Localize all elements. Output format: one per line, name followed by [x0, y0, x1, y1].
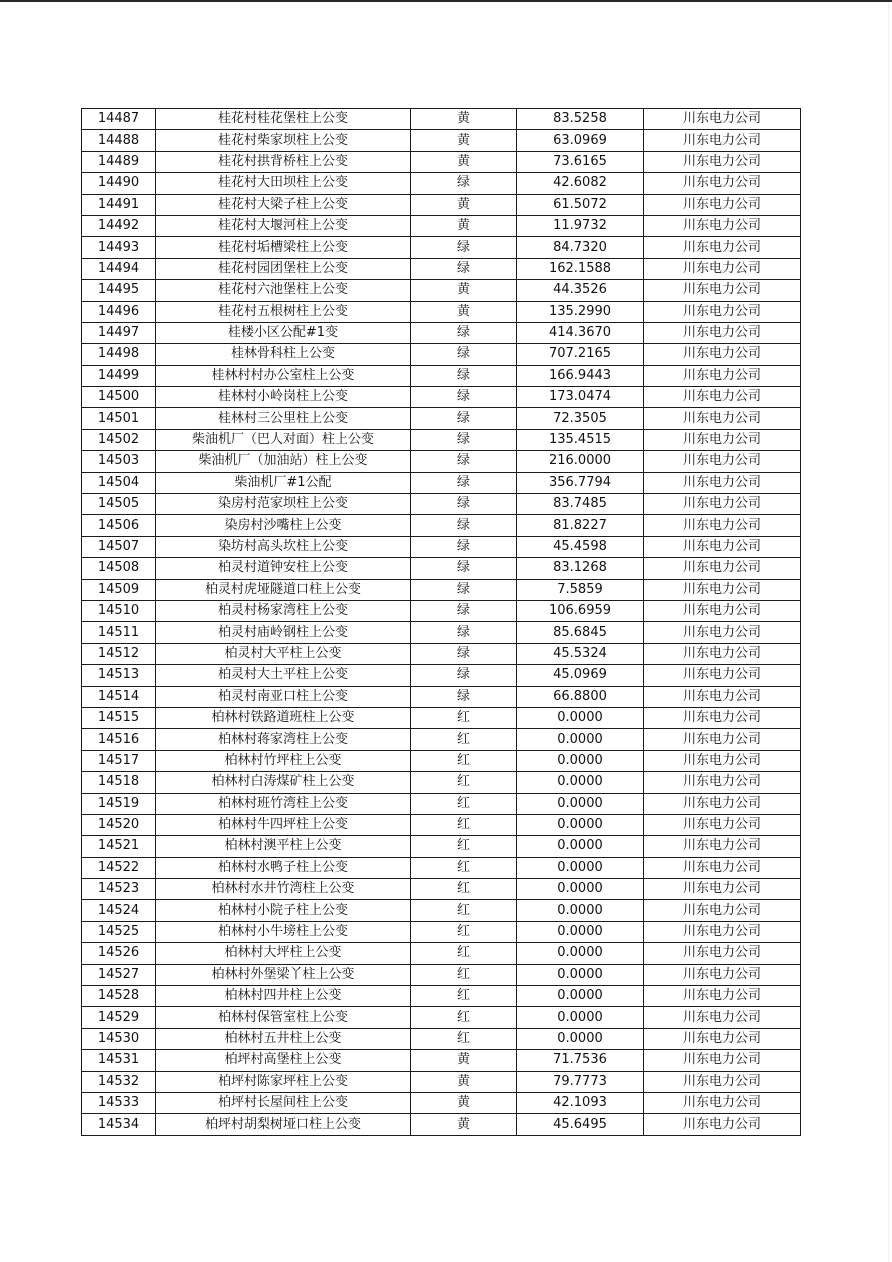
company-cell: 川东电力公司 — [644, 579, 801, 600]
row-id-cell: 14487 — [82, 109, 156, 130]
company-cell: 川东电力公司 — [644, 986, 801, 1007]
table-row — [82, 793, 801, 814]
row-id-cell: 14497 — [82, 322, 156, 343]
company-cell: 川东电力公司 — [644, 429, 801, 450]
transformer-name-cell: 桂花村大堰河柱上公变 — [156, 215, 411, 236]
transformer-name-cell: 柏灵村南亚口柱上公变 — [156, 686, 411, 707]
transformer-name-cell: 柏灵村大土平柱上公变 — [156, 665, 411, 686]
transformer-name-cell: 柴油机厂#1公配 — [156, 472, 411, 493]
company-cell: 川东电力公司 — [644, 1114, 801, 1135]
company-cell: 川东电力公司 — [644, 109, 801, 130]
company-cell: 川东电力公司 — [644, 793, 801, 814]
transformer-name-cell: 柏林村班竹湾柱上公变 — [156, 793, 411, 814]
row-id-cell: 14502 — [82, 429, 156, 450]
transformer-name-cell: 桂花村拱背桥柱上公变 — [156, 151, 411, 172]
status-color-cell: 绿 — [411, 600, 517, 621]
transformer-table — [81, 108, 801, 1136]
value-cell: 42.1093 — [517, 1092, 644, 1113]
status-color-cell: 红 — [411, 921, 517, 942]
table-row — [82, 429, 801, 450]
company-cell: 川东电力公司 — [644, 729, 801, 750]
transformer-name-cell: 柏林村保管室柱上公变 — [156, 1007, 411, 1028]
value-cell: 0.0000 — [517, 900, 644, 921]
table-row — [82, 151, 801, 172]
status-color-cell: 绿 — [411, 173, 517, 194]
table-row — [82, 814, 801, 835]
value-cell: 83.7485 — [517, 494, 644, 515]
value-cell: 0.0000 — [517, 921, 644, 942]
transformer-name-cell: 柏林村小牛塝柱上公变 — [156, 921, 411, 942]
value-cell: 61.5072 — [517, 194, 644, 215]
table-row — [82, 322, 801, 343]
table-row — [82, 707, 801, 728]
table-row — [82, 665, 801, 686]
row-id-cell: 14524 — [82, 900, 156, 921]
row-id-cell: 14516 — [82, 729, 156, 750]
row-id-cell: 14500 — [82, 387, 156, 408]
value-cell: 173.0474 — [517, 387, 644, 408]
status-color-cell: 黄 — [411, 109, 517, 130]
row-id-cell: 14501 — [82, 408, 156, 429]
row-id-cell: 14507 — [82, 536, 156, 557]
transformer-name-cell: 桂花村园团堡柱上公变 — [156, 258, 411, 279]
table-row — [82, 772, 801, 793]
status-color-cell: 绿 — [411, 643, 517, 664]
table-row — [82, 836, 801, 857]
transformer-name-cell: 染坊村高头坎柱上公变 — [156, 536, 411, 557]
status-color-cell: 红 — [411, 857, 517, 878]
table-row — [82, 387, 801, 408]
transformer-name-cell: 染房村沙嘴柱上公变 — [156, 515, 411, 536]
value-cell: 135.2990 — [517, 301, 644, 322]
company-cell: 川东电力公司 — [644, 600, 801, 621]
transformer-name-cell: 桂花村五根树柱上公变 — [156, 301, 411, 322]
table-row — [82, 280, 801, 301]
value-cell: 0.0000 — [517, 814, 644, 835]
status-color-cell: 黄 — [411, 1114, 517, 1135]
table-row — [82, 579, 801, 600]
value-cell: 71.7536 — [517, 1050, 644, 1071]
transformer-name-cell: 柏灵村虎垭隧道口柱上公变 — [156, 579, 411, 600]
company-cell: 川东电力公司 — [644, 622, 801, 643]
value-cell: 81.8227 — [517, 515, 644, 536]
transformer-name-cell: 柴油机厂（加油站）柱上公变 — [156, 451, 411, 472]
transformer-name-cell: 桂林村小岭岗柱上公变 — [156, 387, 411, 408]
value-cell: 83.1268 — [517, 558, 644, 579]
status-color-cell: 红 — [411, 986, 517, 1007]
company-cell: 川东电力公司 — [644, 558, 801, 579]
table-row — [82, 879, 801, 900]
value-cell: 162.1588 — [517, 258, 644, 279]
table-row — [82, 964, 801, 985]
row-id-cell: 14508 — [82, 558, 156, 579]
row-id-cell: 14515 — [82, 707, 156, 728]
status-color-cell: 红 — [411, 1028, 517, 1049]
row-id-cell: 14509 — [82, 579, 156, 600]
status-color-cell: 绿 — [411, 408, 517, 429]
transformer-name-cell: 柏林村水井竹湾柱上公变 — [156, 879, 411, 900]
company-cell: 川东电力公司 — [644, 258, 801, 279]
transformer-name-cell: 桂楼小区公配#1变 — [156, 322, 411, 343]
company-cell: 川东电力公司 — [644, 1071, 801, 1092]
status-color-cell: 绿 — [411, 494, 517, 515]
transformer-name-cell: 柏林村蒋家湾柱上公变 — [156, 729, 411, 750]
table-row — [82, 365, 801, 386]
table-row — [82, 494, 801, 515]
status-color-cell: 红 — [411, 772, 517, 793]
table-body — [82, 109, 801, 1136]
transformer-name-cell: 柏林村铁路道班柱上公变 — [156, 707, 411, 728]
table-row — [82, 1050, 801, 1071]
table-row — [82, 173, 801, 194]
transformer-name-cell: 柏林村外堡梁丫柱上公变 — [156, 964, 411, 985]
value-cell: 73.6165 — [517, 151, 644, 172]
table-row — [82, 536, 801, 557]
status-color-cell: 红 — [411, 729, 517, 750]
row-id-cell: 14521 — [82, 836, 156, 857]
status-color-cell: 绿 — [411, 622, 517, 643]
company-cell: 川东电力公司 — [644, 1007, 801, 1028]
status-color-cell: 绿 — [411, 429, 517, 450]
company-cell: 川东电力公司 — [644, 943, 801, 964]
transformer-name-cell: 柏林村五井柱上公变 — [156, 1028, 411, 1049]
row-id-cell: 14512 — [82, 643, 156, 664]
table-row — [82, 301, 801, 322]
row-id-cell: 14531 — [82, 1050, 156, 1071]
row-id-cell: 14527 — [82, 964, 156, 985]
row-id-cell: 14534 — [82, 1114, 156, 1135]
company-cell: 川东电力公司 — [644, 151, 801, 172]
value-cell: 356.7794 — [517, 472, 644, 493]
table-row — [82, 729, 801, 750]
status-color-cell: 红 — [411, 943, 517, 964]
status-color-cell: 绿 — [411, 665, 517, 686]
transformer-name-cell: 桂花村大梁子柱上公变 — [156, 194, 411, 215]
table-row — [82, 643, 801, 664]
transformer-name-cell: 染房村范家坝柱上公变 — [156, 494, 411, 515]
row-id-cell: 14504 — [82, 472, 156, 493]
table-row — [82, 1092, 801, 1113]
row-id-cell: 14532 — [82, 1071, 156, 1092]
row-id-cell: 14511 — [82, 622, 156, 643]
value-cell: 11.9732 — [517, 215, 644, 236]
company-cell: 川东电力公司 — [644, 772, 801, 793]
transformer-name-cell: 柏林村竹坪柱上公变 — [156, 750, 411, 771]
company-cell: 川东电力公司 — [644, 365, 801, 386]
company-cell: 川东电力公司 — [644, 408, 801, 429]
table-row — [82, 558, 801, 579]
table-row — [82, 600, 801, 621]
row-id-cell: 14520 — [82, 814, 156, 835]
value-cell: 0.0000 — [517, 729, 644, 750]
company-cell: 川东电力公司 — [644, 964, 801, 985]
status-color-cell: 绿 — [411, 536, 517, 557]
row-id-cell: 14490 — [82, 173, 156, 194]
company-cell: 川东电力公司 — [644, 515, 801, 536]
transformer-name-cell: 柏林村牛四坪柱上公变 — [156, 814, 411, 835]
company-cell: 川东电力公司 — [644, 130, 801, 151]
value-cell: 45.0969 — [517, 665, 644, 686]
company-cell: 川东电力公司 — [644, 215, 801, 236]
value-cell: 44.3526 — [517, 280, 644, 301]
table-row — [82, 237, 801, 258]
table-row — [82, 857, 801, 878]
value-cell: 0.0000 — [517, 986, 644, 1007]
table-row — [82, 686, 801, 707]
row-id-cell: 14514 — [82, 686, 156, 707]
row-id-cell: 14489 — [82, 151, 156, 172]
company-cell: 川东电力公司 — [644, 836, 801, 857]
status-color-cell: 黄 — [411, 151, 517, 172]
value-cell: 79.7773 — [517, 1071, 644, 1092]
company-cell: 川东电力公司 — [644, 1028, 801, 1049]
value-cell: 85.6845 — [517, 622, 644, 643]
table-row — [82, 215, 801, 236]
status-color-cell: 红 — [411, 707, 517, 728]
transformer-name-cell: 桂花村垢槽梁柱上公变 — [156, 237, 411, 258]
table-row — [82, 130, 801, 151]
table-row — [82, 451, 801, 472]
status-color-cell: 红 — [411, 836, 517, 857]
transformer-name-cell: 柏坪村胡梨树垭口柱上公变 — [156, 1114, 411, 1135]
status-color-cell: 绿 — [411, 472, 517, 493]
company-cell: 川东电力公司 — [644, 707, 801, 728]
row-id-cell: 14496 — [82, 301, 156, 322]
company-cell: 川东电力公司 — [644, 280, 801, 301]
value-cell: 135.4515 — [517, 429, 644, 450]
status-color-cell: 黄 — [411, 1071, 517, 1092]
row-id-cell: 14499 — [82, 365, 156, 386]
row-id-cell: 14525 — [82, 921, 156, 942]
table-row — [82, 472, 801, 493]
company-cell: 川东电力公司 — [644, 857, 801, 878]
value-cell: 0.0000 — [517, 750, 644, 771]
company-cell: 川东电力公司 — [644, 344, 801, 365]
company-cell: 川东电力公司 — [644, 1092, 801, 1113]
value-cell: 0.0000 — [517, 707, 644, 728]
row-id-cell: 14526 — [82, 943, 156, 964]
status-color-cell: 绿 — [411, 558, 517, 579]
row-id-cell: 14510 — [82, 600, 156, 621]
table-row — [82, 622, 801, 643]
transformer-name-cell: 柏灵村大平柱上公变 — [156, 643, 411, 664]
transformer-name-cell: 柏林村四井柱上公变 — [156, 986, 411, 1007]
value-cell: 45.4598 — [517, 536, 644, 557]
company-cell: 川东电力公司 — [644, 451, 801, 472]
status-color-cell: 绿 — [411, 237, 517, 258]
row-id-cell: 14518 — [82, 772, 156, 793]
value-cell: 0.0000 — [517, 943, 644, 964]
status-color-cell: 红 — [411, 814, 517, 835]
company-cell: 川东电力公司 — [644, 921, 801, 942]
transformer-name-cell: 柏林村白涛煤矿柱上公变 — [156, 772, 411, 793]
company-cell: 川东电力公司 — [644, 322, 801, 343]
table-row — [82, 258, 801, 279]
value-cell: 106.6959 — [517, 600, 644, 621]
status-color-cell: 黄 — [411, 1050, 517, 1071]
row-id-cell: 14506 — [82, 515, 156, 536]
company-cell: 川东电力公司 — [644, 879, 801, 900]
row-id-cell: 14530 — [82, 1028, 156, 1049]
value-cell: 72.3505 — [517, 408, 644, 429]
row-id-cell: 14528 — [82, 986, 156, 1007]
row-id-cell: 14522 — [82, 857, 156, 878]
transformer-name-cell: 桂林村三公里柱上公变 — [156, 408, 411, 429]
value-cell: 66.8800 — [517, 686, 644, 707]
value-cell: 7.5859 — [517, 579, 644, 600]
transformer-name-cell: 柏林村澳平柱上公变 — [156, 836, 411, 857]
company-cell: 川东电力公司 — [644, 900, 801, 921]
status-color-cell: 绿 — [411, 451, 517, 472]
table-row — [82, 750, 801, 771]
row-id-cell: 14513 — [82, 665, 156, 686]
value-cell: 0.0000 — [517, 836, 644, 857]
status-color-cell: 红 — [411, 879, 517, 900]
status-color-cell: 红 — [411, 750, 517, 771]
row-id-cell: 14517 — [82, 750, 156, 771]
value-cell: 414.3670 — [517, 322, 644, 343]
table-row — [82, 900, 801, 921]
row-id-cell: 14492 — [82, 215, 156, 236]
value-cell: 83.5258 — [517, 109, 644, 130]
value-cell: 0.0000 — [517, 857, 644, 878]
table-row — [82, 344, 801, 365]
value-cell: 166.9443 — [517, 365, 644, 386]
row-id-cell: 14503 — [82, 451, 156, 472]
status-color-cell: 黄 — [411, 215, 517, 236]
value-cell: 42.6082 — [517, 173, 644, 194]
company-cell: 川东电力公司 — [644, 301, 801, 322]
table-row — [82, 1028, 801, 1049]
status-color-cell: 黄 — [411, 301, 517, 322]
status-color-cell: 黄 — [411, 1092, 517, 1113]
row-id-cell: 14491 — [82, 194, 156, 215]
status-color-cell: 黄 — [411, 280, 517, 301]
table-row — [82, 109, 801, 130]
company-cell: 川东电力公司 — [644, 686, 801, 707]
company-cell: 川东电力公司 — [644, 472, 801, 493]
value-cell: 0.0000 — [517, 772, 644, 793]
transformer-name-cell: 柏坪村高堡柱上公变 — [156, 1050, 411, 1071]
status-color-cell: 绿 — [411, 365, 517, 386]
transformer-name-cell: 柏灵村道钟安柱上公变 — [156, 558, 411, 579]
value-cell: 0.0000 — [517, 793, 644, 814]
page-right-edge — [888, 2, 889, 1262]
row-id-cell: 14523 — [82, 879, 156, 900]
value-cell: 84.7320 — [517, 237, 644, 258]
company-cell: 川东电力公司 — [644, 194, 801, 215]
transformer-name-cell: 柏灵村庙岭钢柱上公变 — [156, 622, 411, 643]
transformer-name-cell: 桂花村六池堡柱上公变 — [156, 280, 411, 301]
transformer-name-cell: 柏坪村陈家坪柱上公变 — [156, 1071, 411, 1092]
status-color-cell: 黄 — [411, 194, 517, 215]
row-id-cell: 14533 — [82, 1092, 156, 1113]
status-color-cell: 红 — [411, 1007, 517, 1028]
table-row — [82, 515, 801, 536]
transformer-name-cell: 柏林村小院子柱上公变 — [156, 900, 411, 921]
transformer-name-cell: 柏灵村杨家湾柱上公变 — [156, 600, 411, 621]
transformer-name-cell: 桂花村大田坝柱上公变 — [156, 173, 411, 194]
company-cell: 川东电力公司 — [644, 494, 801, 515]
transformer-name-cell: 柴油机厂（巴人对面）柱上公变 — [156, 429, 411, 450]
company-cell: 川东电力公司 — [644, 387, 801, 408]
transformer-name-cell: 柏坪村长屋间柱上公变 — [156, 1092, 411, 1113]
company-cell: 川东电力公司 — [644, 643, 801, 664]
value-cell: 0.0000 — [517, 1007, 644, 1028]
table-row — [82, 1071, 801, 1092]
transformer-name-cell: 柏林村水鸭子柱上公变 — [156, 857, 411, 878]
transformer-name-cell: 桂花村柴家坝柱上公变 — [156, 130, 411, 151]
status-color-cell: 绿 — [411, 344, 517, 365]
row-id-cell: 14529 — [82, 1007, 156, 1028]
status-color-cell: 红 — [411, 900, 517, 921]
company-cell: 川东电力公司 — [644, 173, 801, 194]
transformer-name-cell: 桂花村桂花堡柱上公变 — [156, 109, 411, 130]
table-row — [82, 986, 801, 1007]
company-cell: 川东电力公司 — [644, 1050, 801, 1071]
row-id-cell: 14494 — [82, 258, 156, 279]
transformer-name-cell: 桂林骨科柱上公变 — [156, 344, 411, 365]
value-cell: 63.0969 — [517, 130, 644, 151]
table-row — [82, 194, 801, 215]
status-color-cell: 黄 — [411, 130, 517, 151]
table-row — [82, 1007, 801, 1028]
row-id-cell: 14498 — [82, 344, 156, 365]
value-cell: 45.5324 — [517, 643, 644, 664]
page-top-rule — [0, 0, 892, 2]
value-cell: 707.2165 — [517, 344, 644, 365]
table-row — [82, 943, 801, 964]
value-cell: 0.0000 — [517, 1028, 644, 1049]
table-row — [82, 921, 801, 942]
value-cell: 216.0000 — [517, 451, 644, 472]
status-color-cell: 绿 — [411, 686, 517, 707]
status-color-cell: 红 — [411, 793, 517, 814]
table-row — [82, 1114, 801, 1135]
transformer-name-cell: 桂林村村办公室柱上公变 — [156, 365, 411, 386]
table-row — [82, 408, 801, 429]
transformer-name-cell: 柏林村大坪柱上公变 — [156, 943, 411, 964]
row-id-cell: 14505 — [82, 494, 156, 515]
value-cell: 0.0000 — [517, 879, 644, 900]
row-id-cell: 14488 — [82, 130, 156, 151]
value-cell: 0.0000 — [517, 964, 644, 985]
company-cell: 川东电力公司 — [644, 814, 801, 835]
status-color-cell: 绿 — [411, 322, 517, 343]
status-color-cell: 红 — [411, 964, 517, 985]
status-color-cell: 绿 — [411, 387, 517, 408]
company-cell: 川东电力公司 — [644, 536, 801, 557]
row-id-cell: 14519 — [82, 793, 156, 814]
row-id-cell: 14493 — [82, 237, 156, 258]
row-id-cell: 14495 — [82, 280, 156, 301]
value-cell: 45.6495 — [517, 1114, 644, 1135]
status-color-cell: 绿 — [411, 579, 517, 600]
company-cell: 川东电力公司 — [644, 237, 801, 258]
company-cell: 川东电力公司 — [644, 665, 801, 686]
company-cell: 川东电力公司 — [644, 750, 801, 771]
status-color-cell: 绿 — [411, 515, 517, 536]
status-color-cell: 绿 — [411, 258, 517, 279]
